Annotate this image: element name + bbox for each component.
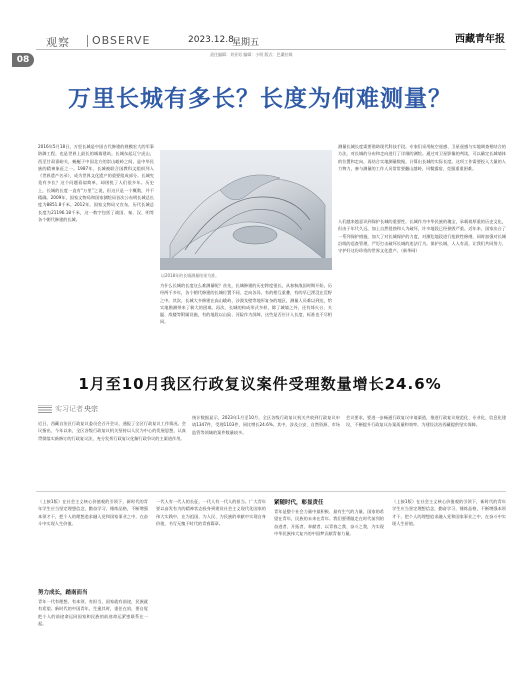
subhead-1: 努力成长，踏南而当 (38, 590, 88, 596)
article2-column-1: 近日，西藏自治区行政复议委员会召开会议，通报了全区行政复议工作情况。会议指出，今年以来，全区各级行政复议机关坚持以人民为中心的发展思想，认真贯彻落实新修订的行政复议法，充分发挥行政复议化解行政争议的主渠道作用。 (38, 421, 186, 441)
section-name-cn: 观察 (46, 36, 70, 49)
editor-credits: 责任编辑：刘亚男 编辑：小明 版式：巴桑拉姆 (210, 52, 293, 57)
newspaper-title: 西藏青年报 (455, 34, 505, 45)
reporter-label: 实习记者 (55, 405, 83, 413)
building-illustration (160, 150, 332, 270)
issue-weekday: 星期五 (232, 38, 260, 48)
photo-caption: 以2018年的长城测量结果为准。 (161, 273, 220, 278)
page-number: 08 (12, 53, 34, 67)
article2-column-2: 统计数据显示，2023年1月至10月，全区各级行政复议机关共收到行政复议申请1347件，受理1103件，同比增长24.6%。其中，涉及公安、自然资源、市场监管等领域的案件数量较多。 (192, 415, 340, 435)
header-rule (36, 49, 506, 50)
section-divider (36, 491, 506, 492)
lower-column-1: （上接1版）在社会主义核心价值观的引领下，新时代的青年学生应当坚定理想信念，勤奋学习，锤炼品格，不断增强本领才干，把个人的理想追求融入党和国家事业之中，在奋斗中实现人生价值。 (38, 499, 148, 526)
header-divider (87, 35, 88, 47)
subhead-2: 紧随时代，彰显责任 (274, 500, 324, 506)
page-header (0, 0, 520, 60)
section-name-en: OBSERVE (92, 34, 151, 47)
issue-date: 2023.12.8 (188, 35, 234, 45)
lower-column-3: 青年是整个社会力量中最积极、最有生气的力量，国家的希望在青年，民族的未来在青年。我们要勇做走在时代前列的奋进者、开拓者、奉献者，以青春之我、奋斗之我，为实现中华民族伟大复兴的中国梦贡献青春力量。 (274, 509, 384, 536)
article2-headline: 1月至10月我区行政复议案件受理数量增长24.6% (78, 375, 442, 393)
reporter-name: 央宗 (84, 405, 98, 413)
article-column-2: 为什么长城的长度这么难测量呢？首先，长城修建的历史跨度很长，从春秋战国时期开始，历经两千多年，各个朝代修建的长城位置不同、走向各异，有的相互重叠，有的早已湮没在荒野之中。其次，长城大多修建在高山峻岭、沙漠戈壁等地形复杂的地区，测量人员难以到达，给实地勘测带来了极大的困难。再次，长城的构成形式多样，除了城墙之外，还有烽火台、关隘、敌楼等附属设施，有的地段以山险、河险作为屏障，这些是否应计入长度，标准也不尽相同。 (160, 283, 332, 325)
byline-lines (38, 405, 52, 413)
lower-column-1b: 青年一代有理想、有本领、有担当，国家就有前途，民族就有希望。新时代的中国青年，生逢其时，重任在肩，要自觉把个人的前途命运同国家和民族的前途命运紧密联系在一起。 (38, 599, 148, 626)
article2-column-3: 会议要求，要进一步畅通行政复议申请渠道，推进行政复议规范化、专业化、信息化建设，不断提升行政复议办案质量和效率，为建设法治西藏提供坚实保障。 (346, 415, 506, 428)
article-column-4: 人们越来越意识到保护长城的重要性。长城作为中华民族的瑰宝，承载着厚重的历史文化，但由于年代久远，加上自然侵蚀和人为破坏，许多地段已经损毁严重。近年来，国家出台了一系列保护措施，加大了对长城保护的力度，对濒危地段进行抢救性修缮，同时加强对长城沿线的巡查管理，严厉打击破坏长城的违法行为。保护长城，人人有责。让我们共同努力，守护好这份珍贵的世界文化遗产。（新华网） (338, 219, 506, 254)
lower-column-2: 一代人有一代人的长征，一代人有一代人的担当。广大青年要以奋发有为的精神状态投身到建设社会主义现代化国家的伟大实践中，在为祖国、为人民、为民族的奉献中实现自身价值，书写无愧于时代的青春篇章。 (156, 499, 266, 526)
lower-column-4: （上接1版）在社会主义核心价值观的引领下，新时代的青年学生应当坚定理想信念，勤奋学习，锤炼品格，不断增强本领才干，把个人的理想追求融入党和国家事业之中，在奋斗中实现人生价值。 (392, 499, 506, 526)
byline (38, 404, 158, 414)
article-headline: 万里长城有多长？长度为何难测量？ (68, 86, 452, 112)
article-photo (160, 150, 332, 270)
article-column-1: 2016年5月18日，万里长城是中国古代修建的规模宏大的军事防御工程，也是世界上最长的城墙建筑。长城东起辽宁虎山，西至甘肃嘉峪关，蜿蜒于中国北方的崇山峻岭之间，是中华民族的精神象征之一。1987年，长城被联合国教科文组织列入《世界遗产名录》，成为世界文化遗产的重要组成部分。长城究竟有多长？这个问题看似简单，却困扰了人们很多年。历史上，长城的长度一直有“万里”之说，但这只是一个概数，并不精确。2009年，国家文物局和国家测绘局首次公布明长城总长度为8851.8千米。2012年，国家文物局又宣布，历代长城总长度为21196.18千米，这一数字包括了战国、秦、汉、明等各个朝代修建的长城。 (38, 144, 154, 222)
article-column-3: 测量长城长度需要借助现代科技手段。专家们采用航空遥感、卫星遥感与实地调查相结合的方法，对长城的分布和走向进行了详细的测绘。通过对卫星影像的判读，可以确定长城墙体的位置和走向，再结合实地测量数据，计算出长城的实际长度。这项工作需要投入大量的人力物力，参与测量的工作人员常常要翻山越岭，风餐露宿，克服重重困难。 (338, 144, 506, 171)
